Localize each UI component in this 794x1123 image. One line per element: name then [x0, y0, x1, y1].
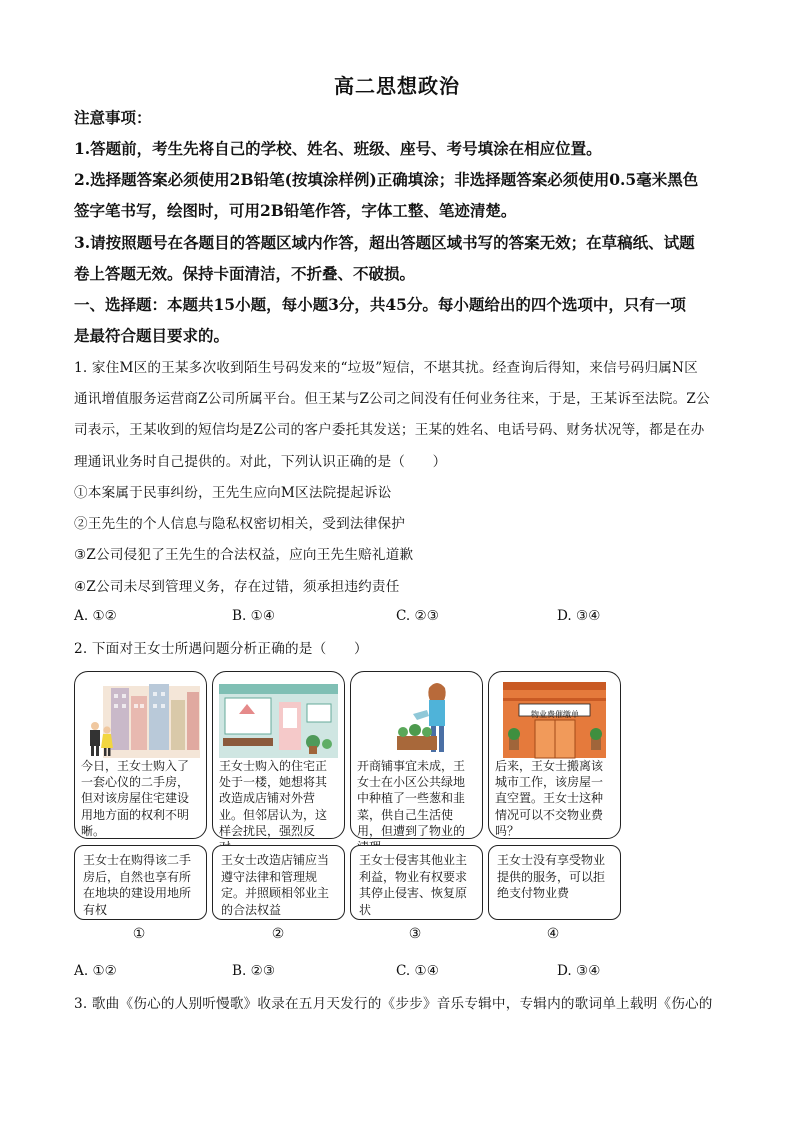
page-title: 高二思想政治 — [334, 74, 460, 98]
q2-option-b[interactable]: B. ②③ — [232, 963, 276, 979]
comic-panel-2 — [212, 671, 345, 839]
analysis-box-2 — [212, 845, 345, 920]
q1-stem-line: 理通讯业务时自己提供的。对此，下列认识正确的是（ ） — [74, 454, 447, 470]
notice-item: 3.请按照题号在各题目的答题区域内作答，超出答题区域书写的答案无效；在草稿纸、试题 — [74, 233, 695, 252]
q1-option-c[interactable]: C. ②③ — [396, 608, 439, 624]
notice-item: 1.答题前，考生先将自己的学校、姓名、班级、座号、考号填涂在相应位置。 — [74, 139, 602, 158]
q1-option-a[interactable]: A. ①② — [74, 608, 117, 624]
panel-3-text: 开商铺事宜未成，王女士在小区公共绿地中种植了一些葱和韭菜，供自己生活使用，但遭到了物业的 — [357, 759, 466, 838]
section-header: 一、选择题：本题共15小题，每小题3分，共45分。每小题给出的四个选项中，只有一项 — [74, 295, 686, 314]
comic-panel-3 — [350, 671, 483, 839]
q2-option-d[interactable]: D. ③④ — [557, 963, 601, 979]
comic-panel-1 — [74, 671, 207, 839]
panel-4-text: 后来，王女士搬离该城市工作，该房屋一直空置。王女士这种情况可以不交物业费吗？ — [495, 759, 604, 838]
gardening-woman-illustration — [357, 678, 476, 758]
panel-1-text: 今日，王女士购入了一套心仪的二手房，但对该房屋住宅建设用地方面的权利不明晰。 — [81, 759, 190, 838]
q1-statement: ④Z公司未尽到管理义务，存在过错，须承担违约责任 — [74, 579, 400, 595]
city-buildings-illustration — [81, 678, 200, 758]
analysis-text-2: 王女士改造店铺应当遵守法律和管理规定。并照顾相邻业主的合法权益 — [221, 853, 330, 917]
q1-statement: ①本案属于民事纠纷，王先生应向M区法院提起诉讼 — [74, 485, 392, 501]
q2-stem: 2. 下面对王女士所遇问题分析正确的是（ ） — [74, 641, 368, 657]
analysis-box-4 — [488, 845, 621, 920]
analysis-box-3 — [350, 845, 483, 920]
panel-2-text: 王女士购入的住宅正处于一楼，她想将其改造成店铺对外营业。但邻居认为，这样会扰民，强烈反 — [219, 759, 328, 838]
analysis-box-1 — [74, 845, 207, 920]
analysis-number-2: ② — [271, 926, 285, 942]
notice-heading: 注意事项： — [74, 108, 152, 127]
notice-item: 签字笔书写，绘图时，可用2B铅笔作答，字体工整、笔迹清楚。 — [74, 201, 517, 220]
analysis-number-3: ③ — [408, 926, 422, 942]
q2-option-a[interactable]: A. ①② — [74, 963, 117, 979]
q1-statement: ③Z公司侵犯了王先生的合法权益，应向王先生赔礼道歉 — [74, 547, 414, 563]
analysis-number-1: ① — [132, 926, 146, 942]
q1-options — [74, 608, 724, 628]
analysis-text-4: 王女士没有享受物业提供的服务，可以拒绝支付物业费 — [497, 853, 606, 900]
q2-option-c[interactable]: C. ①④ — [396, 963, 439, 979]
notice-item: 卷上答题无效。保持卡面清洁，不折叠、不破损。 — [74, 264, 416, 283]
q3-stem-line: 3. 歌曲《伤心的人别听慢歌》收录在五月天发行的《步步》音乐专辑中，专辑内的歌词单上载明《伤心的 — [74, 996, 713, 1012]
analysis-text-1: 王女士在购得该二手房后，自然也享有所在地块的建设用地所有权 — [83, 853, 192, 917]
section-header: 是最符合题目要求的。 — [74, 326, 230, 345]
q1-stem-line: 1. 家住M区的王某多次收到陌生号码发来的“垃圾”短信，不堪其扰。经查询后得知，来信号码归属N区 — [74, 360, 698, 376]
analysis-text-3: 王女士侵害其他业主利益，物业有权要求其停止侵害、恢复原状 — [359, 853, 468, 917]
q1-option-d[interactable]: D. ③④ — [557, 608, 601, 624]
property-fee-sign: 物业费催缴单 — [531, 710, 579, 719]
q1-stem-line: 司表示，王某收到的短信均是Z公司的客户委托其发送；王某的姓名、电话号码、财务状况等，都是在办 — [74, 422, 705, 438]
notice-item: 2.选择题答案必须使用2B铅笔(按填涂样例)正确填涂；非选择题答案必须使用0.5毫米黑色 — [74, 170, 699, 189]
q1-statement: ②王先生的个人信息与隐私权密切相关，受到法律保护 — [74, 516, 406, 532]
q1-stem-line: 通讯增值服务运营商Z公司所属平台。但王某与Z公司之间没有任何业务往来，于是，王某诉至法院。Z公 — [74, 391, 710, 407]
analysis-number-4: ④ — [546, 926, 560, 942]
q1-option-b[interactable]: B. ①④ — [232, 608, 276, 624]
q2-options — [74, 963, 724, 983]
comic-panel-4 — [488, 671, 621, 839]
storefront-illustration — [219, 678, 338, 758]
